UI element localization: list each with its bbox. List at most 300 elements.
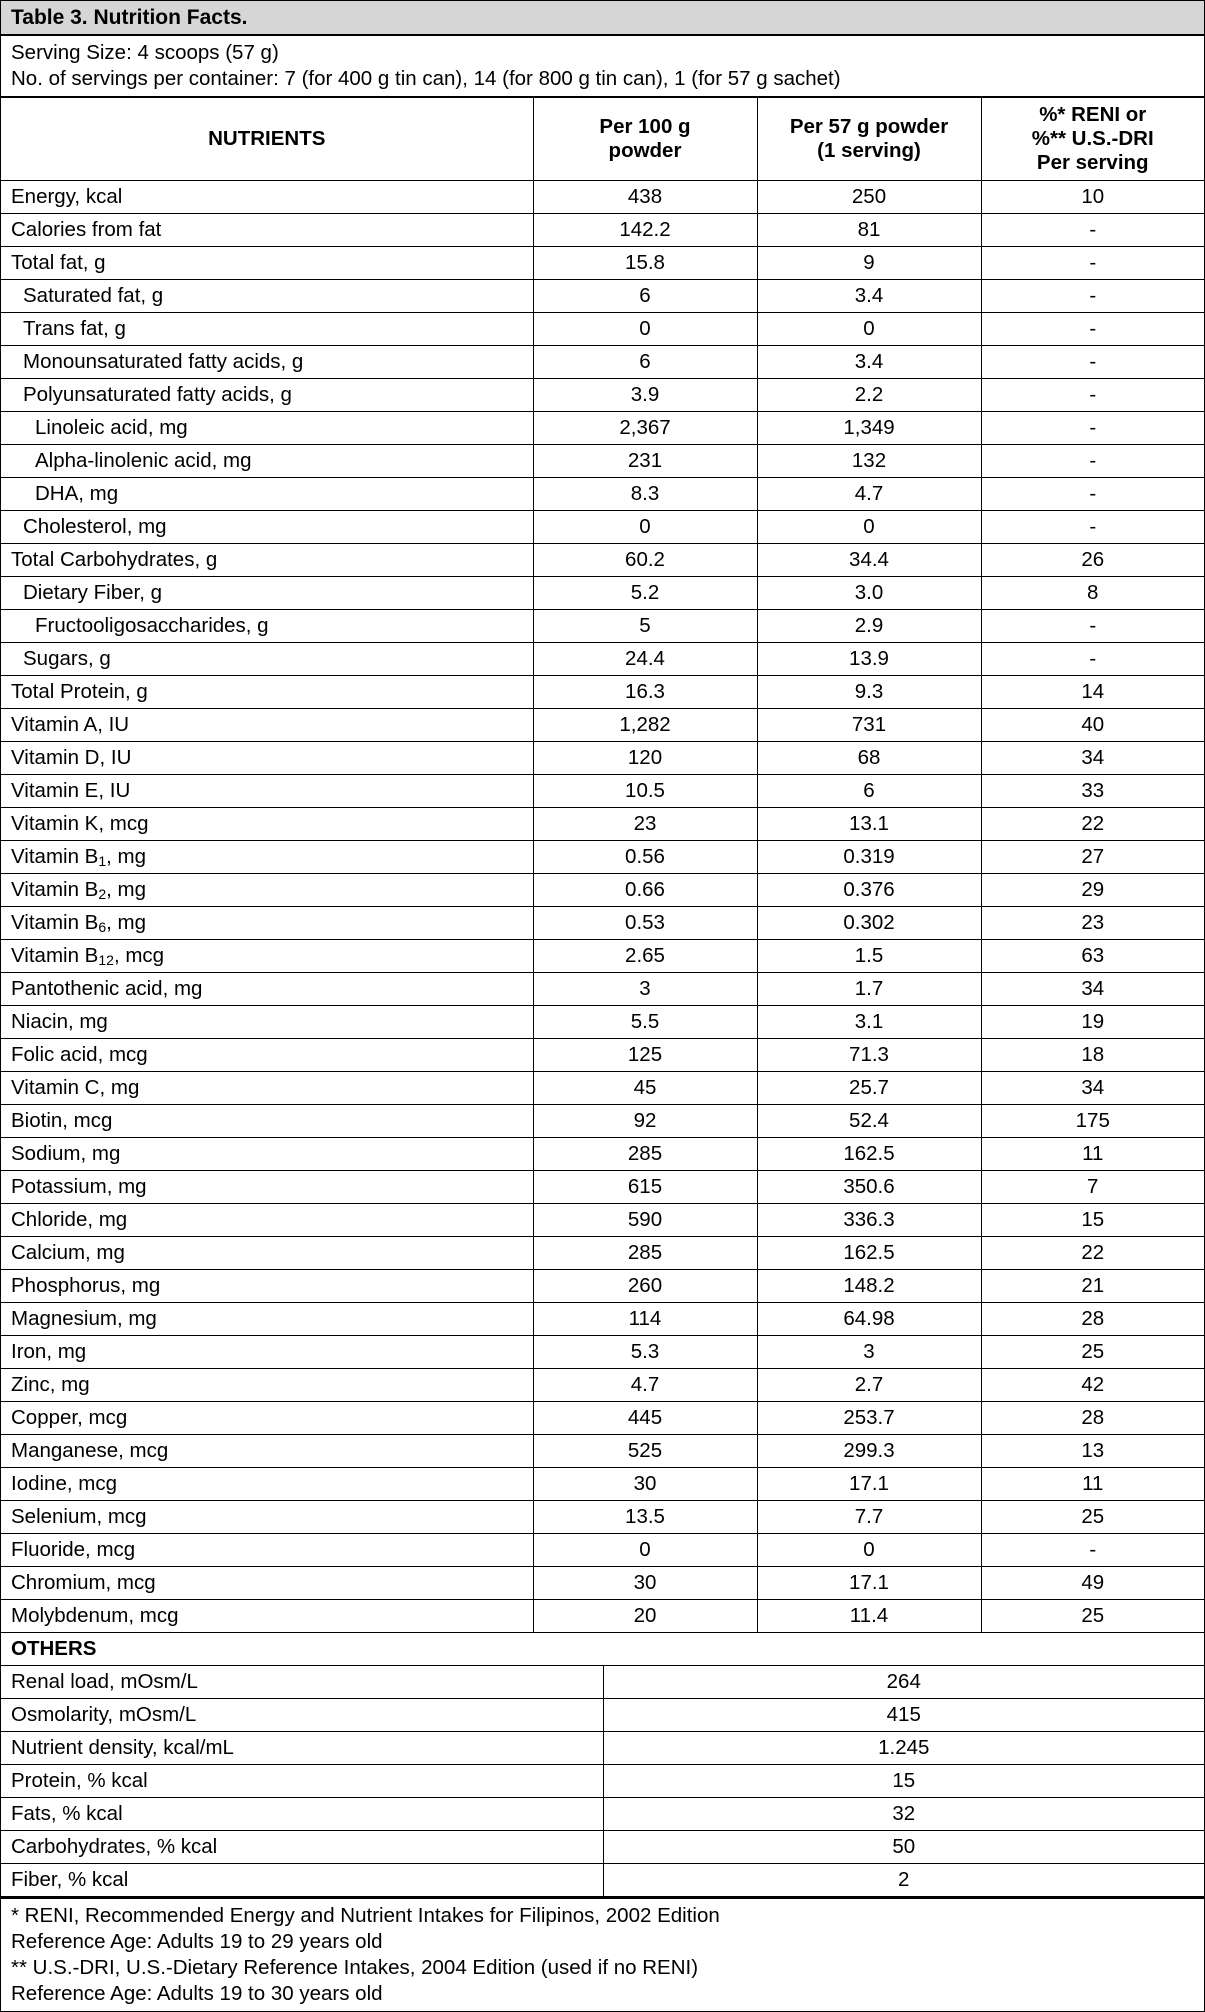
value-reni-pct: - <box>981 379 1204 412</box>
value-per-100g: 285 <box>533 1138 757 1171</box>
value-reni-pct: 26 <box>981 544 1204 577</box>
serving-size: Serving Size: 4 scoops (57 g) <box>11 41 279 64</box>
nutrient-name <box>1 775 533 808</box>
nutrients-table <box>1 98 1204 1633</box>
value-per-57g: 4.7 <box>757 478 981 511</box>
value-per-57g: 253.7 <box>757 1402 981 1435</box>
nutrient-rows <box>1 181 1204 1633</box>
value-per-100g: 0 <box>533 313 757 346</box>
value-reni-pct: 175 <box>981 1105 1204 1138</box>
value-per-100g: 30 <box>533 1567 757 1600</box>
others-value: 32 <box>603 1798 1204 1831</box>
nutrient-label: Folic acid, mcg <box>11 1043 148 1066</box>
value-reni-pct: 25 <box>981 1501 1204 1534</box>
header-per-100g <box>533 98 757 181</box>
table-row <box>1 1072 1204 1105</box>
nutrient-name <box>1 1039 533 1072</box>
table-row <box>1 247 1204 280</box>
table-row <box>1 313 1204 346</box>
value-per-57g: 9 <box>757 247 981 280</box>
nutrient-subscript: 6 <box>98 919 107 935</box>
others-row <box>1 1699 1204 1732</box>
nutrient-label: Alpha-linolenic acid, mg <box>35 449 252 472</box>
value-reni-pct: - <box>981 478 1204 511</box>
table-row <box>1 544 1204 577</box>
table-row <box>1 907 1204 940</box>
table-row <box>1 742 1204 775</box>
value-per-57g: 81 <box>757 214 981 247</box>
table-row <box>1 874 1204 907</box>
table-row <box>1 1105 1204 1138</box>
nutrient-name <box>1 1336 533 1369</box>
nutrient-name <box>1 247 533 280</box>
value-per-57g: 71.3 <box>757 1039 981 1072</box>
nutrient-name <box>1 1270 533 1303</box>
nutrient-label: Selenium, mcg <box>11 1505 147 1528</box>
others-name: Carbohydrates, % kcal <box>1 1831 603 1864</box>
value-per-57g: 299.3 <box>757 1435 981 1468</box>
nutrient-label: Calories from fat <box>11 218 162 241</box>
value-reni-pct: 7 <box>981 1171 1204 1204</box>
value-per-57g: 17.1 <box>757 1468 981 1501</box>
table-row <box>1 280 1204 313</box>
nutrient-name <box>1 874 533 907</box>
value-per-100g: 20 <box>533 1600 757 1633</box>
value-per-100g: 0.56 <box>533 841 757 874</box>
nutrient-label: Sodium, mg <box>11 1142 121 1165</box>
nutrient-name <box>1 1435 533 1468</box>
value-per-100g: 525 <box>533 1435 757 1468</box>
nutrient-label: Polyunsaturated fatty acids, g <box>23 383 292 406</box>
value-reni-pct: 15 <box>981 1204 1204 1237</box>
table-row <box>1 181 1204 214</box>
table-row <box>1 1534 1204 1567</box>
value-per-57g: 17.1 <box>757 1567 981 1600</box>
nutrient-label: Total Protein, g <box>11 680 148 703</box>
value-reni-pct: 29 <box>981 874 1204 907</box>
value-per-100g: 231 <box>533 445 757 478</box>
value-reni-pct: - <box>981 643 1204 676</box>
table-row <box>1 775 1204 808</box>
others-row <box>1 1732 1204 1765</box>
nutrient-name <box>1 1237 533 1270</box>
nutrient-name <box>1 643 533 676</box>
header-nutrients: NUTRIENTS <box>1 98 533 181</box>
value-per-100g: 285 <box>533 1237 757 1270</box>
value-per-100g: 0 <box>533 511 757 544</box>
table-row <box>1 1600 1204 1633</box>
nutrient-label: Vitamin B <box>11 944 99 967</box>
value-reni-pct: 11 <box>981 1138 1204 1171</box>
value-per-100g: 4.7 <box>533 1369 757 1402</box>
value-per-100g: 260 <box>533 1270 757 1303</box>
others-row <box>1 1864 1204 1897</box>
value-reni-pct: 25 <box>981 1336 1204 1369</box>
nutrient-label: Vitamin K, mcg <box>11 812 149 835</box>
nutrient-name <box>1 610 533 643</box>
value-per-57g: 3.0 <box>757 577 981 610</box>
value-per-57g: 0 <box>757 511 981 544</box>
nutrient-label: Fluoride, mcg <box>11 1538 136 1561</box>
value-per-100g: 13.5 <box>533 1501 757 1534</box>
nutrient-label: Sugars, g <box>23 647 111 670</box>
value-per-57g: 731 <box>757 709 981 742</box>
value-reni-pct: 14 <box>981 676 1204 709</box>
table-row <box>1 676 1204 709</box>
table-row <box>1 1204 1204 1237</box>
nutrient-label: Vitamin B <box>11 911 99 934</box>
nutrient-name <box>1 1567 533 1600</box>
value-reni-pct: 21 <box>981 1270 1204 1303</box>
nutrient-name <box>1 1105 533 1138</box>
serving-info <box>1 36 1204 98</box>
others-value: 1.245 <box>603 1732 1204 1765</box>
nutrient-label: Vitamin B <box>11 845 99 868</box>
value-reni-pct: 19 <box>981 1006 1204 1039</box>
value-per-57g: 336.3 <box>757 1204 981 1237</box>
table-row <box>1 1006 1204 1039</box>
nutrient-label: Linoleic acid, mg <box>35 416 188 439</box>
table-row <box>1 1336 1204 1369</box>
value-reni-pct: 8 <box>981 577 1204 610</box>
value-reni-pct: - <box>981 412 1204 445</box>
nutrient-unit: , mcg <box>113 944 165 967</box>
nutrient-label: Iron, mg <box>11 1340 87 1363</box>
nutrient-label: Vitamin E, IU <box>11 779 131 802</box>
others-name: Osmolarity, mOsm/L <box>1 1699 603 1732</box>
header-line: Per 100 g <box>599 115 691 138</box>
nutrient-name <box>1 1501 533 1534</box>
value-per-100g: 10.5 <box>533 775 757 808</box>
others-row <box>1 1666 1204 1699</box>
nutrient-label: Total fat, g <box>11 251 106 274</box>
table-row <box>1 511 1204 544</box>
nutrient-label: Total Carbohydrates, g <box>11 548 218 571</box>
value-reni-pct: 22 <box>981 1237 1204 1270</box>
value-per-57g: 162.5 <box>757 1237 981 1270</box>
others-value: 15 <box>603 1765 1204 1798</box>
nutrient-label: Pantothenic acid, mg <box>11 977 203 1000</box>
value-reni-pct: 25 <box>981 1600 1204 1633</box>
value-per-57g: 9.3 <box>757 676 981 709</box>
nutrient-name <box>1 1171 533 1204</box>
value-per-57g: 13.9 <box>757 643 981 676</box>
others-heading-row <box>1 1633 1204 1666</box>
nutrient-name <box>1 1468 533 1501</box>
nutrient-name <box>1 346 533 379</box>
nutrient-name <box>1 445 533 478</box>
servings-per-container: No. of servings per container: 7 (for 400 g tin can), 14 (for 800 g tin can), 1 (for 57 g sachet) <box>11 67 841 90</box>
nutrient-unit: , mg <box>106 845 147 868</box>
header-line: powder <box>608 139 682 162</box>
others-name: Fats, % kcal <box>1 1798 603 1831</box>
nutrient-label: Iodine, mcg <box>11 1472 117 1495</box>
value-per-57g: 3.4 <box>757 346 981 379</box>
nutrient-label: Chloride, mg <box>11 1208 128 1231</box>
value-per-100g: 16.3 <box>533 676 757 709</box>
nutrient-name <box>1 1204 533 1237</box>
value-per-57g: 250 <box>757 181 981 214</box>
value-per-100g: 92 <box>533 1105 757 1138</box>
table-row <box>1 478 1204 511</box>
nutrient-name <box>1 1534 533 1567</box>
nutrient-name <box>1 1006 533 1039</box>
table-row <box>1 445 1204 478</box>
value-per-100g: 3 <box>533 973 757 1006</box>
header-line: %* RENI or <box>1039 103 1147 126</box>
others-heading: OTHERS <box>1 1633 1204 1666</box>
nutrient-name <box>1 907 533 940</box>
value-per-100g: 120 <box>533 742 757 775</box>
others-value: 264 <box>603 1666 1204 1699</box>
others-rows <box>1 1633 1204 1897</box>
nutrient-name <box>1 478 533 511</box>
nutrient-name <box>1 1138 533 1171</box>
value-per-57g: 68 <box>757 742 981 775</box>
table-row <box>1 610 1204 643</box>
value-reni-pct: - <box>981 247 1204 280</box>
value-reni-pct: 28 <box>981 1402 1204 1435</box>
nutrient-label: Saturated fat, g <box>23 284 164 307</box>
table-row <box>1 1039 1204 1072</box>
value-per-100g: 0 <box>533 1534 757 1567</box>
nutrient-name <box>1 841 533 874</box>
nutrient-name <box>1 676 533 709</box>
table-row <box>1 1171 1204 1204</box>
value-reni-pct: - <box>981 280 1204 313</box>
nutrient-label: Molybdenum, mcg <box>11 1604 179 1627</box>
value-reni-pct: - <box>981 313 1204 346</box>
nutrient-label: Niacin, mg <box>11 1010 108 1033</box>
value-per-100g: 142.2 <box>533 214 757 247</box>
others-name: Nutrient density, kcal/mL <box>1 1732 603 1765</box>
nutrient-subscript: 1 <box>98 853 107 869</box>
table-row <box>1 1468 1204 1501</box>
value-per-100g: 5 <box>533 610 757 643</box>
header-line: (1 serving) <box>817 139 921 162</box>
value-per-100g: 5.3 <box>533 1336 757 1369</box>
others-value: 415 <box>603 1699 1204 1732</box>
value-reni-pct: - <box>981 1534 1204 1567</box>
nutrient-label: Zinc, mg <box>11 1373 90 1396</box>
value-per-57g: 148.2 <box>757 1270 981 1303</box>
value-reni-pct: 23 <box>981 907 1204 940</box>
nutrient-unit: , mg <box>106 878 147 901</box>
value-reni-pct: 34 <box>981 1072 1204 1105</box>
value-per-57g: 132 <box>757 445 981 478</box>
nutrient-label: Dietary Fiber, g <box>23 581 162 604</box>
nutrient-label: Vitamin D, IU <box>11 746 132 769</box>
others-row <box>1 1798 1204 1831</box>
table-row <box>1 841 1204 874</box>
nutrient-name <box>1 1072 533 1105</box>
nutrient-label: Biotin, mcg <box>11 1109 113 1132</box>
nutrient-name <box>1 412 533 445</box>
footnote: * RENI, Recommended Energy and Nutrient Intakes for Filipinos, 2002 Edition <box>11 1904 720 1927</box>
nutrient-label: Vitamin A, IU <box>11 713 130 736</box>
value-per-100g: 6 <box>533 280 757 313</box>
table-row <box>1 1369 1204 1402</box>
value-per-100g: 5.2 <box>533 577 757 610</box>
nutrient-name <box>1 313 533 346</box>
table-row <box>1 709 1204 742</box>
nutrient-name <box>1 808 533 841</box>
value-per-100g: 590 <box>533 1204 757 1237</box>
value-reni-pct: 49 <box>981 1567 1204 1600</box>
nutrient-subscript: 2 <box>98 886 107 902</box>
value-per-100g: 24.4 <box>533 643 757 676</box>
table-row <box>1 973 1204 1006</box>
value-per-57g: 7.7 <box>757 1501 981 1534</box>
others-name: Renal load, mOsm/L <box>1 1666 603 1699</box>
others-row <box>1 1831 1204 1864</box>
nutrient-name <box>1 1600 533 1633</box>
value-per-100g: 60.2 <box>533 544 757 577</box>
others-row <box>1 1765 1204 1798</box>
value-per-57g: 3 <box>757 1336 981 1369</box>
nutrient-name <box>1 379 533 412</box>
value-reni-pct: - <box>981 445 1204 478</box>
value-per-57g: 0 <box>757 1534 981 1567</box>
value-per-57g: 6 <box>757 775 981 808</box>
nutrient-name <box>1 973 533 1006</box>
value-per-100g: 5.5 <box>533 1006 757 1039</box>
nutrient-label: Magnesium, mg <box>11 1307 157 1330</box>
nutrient-subscript: 12 <box>98 952 114 968</box>
value-per-57g: 1,349 <box>757 412 981 445</box>
value-per-100g: 125 <box>533 1039 757 1072</box>
value-reni-pct: 28 <box>981 1303 1204 1336</box>
nutrient-name <box>1 280 533 313</box>
value-reni-pct: 34 <box>981 742 1204 775</box>
nutrient-label: Phosphorus, mg <box>11 1274 161 1297</box>
footnotes <box>1 1897 1204 2011</box>
value-per-100g: 0.66 <box>533 874 757 907</box>
nutrient-label: Calcium, mg <box>11 1241 125 1264</box>
value-reni-pct: - <box>981 214 1204 247</box>
value-per-57g: 52.4 <box>757 1105 981 1138</box>
table-row <box>1 940 1204 973</box>
value-per-100g: 2.65 <box>533 940 757 973</box>
others-value: 50 <box>603 1831 1204 1864</box>
table-row <box>1 1435 1204 1468</box>
table-row <box>1 643 1204 676</box>
others-value: 2 <box>603 1864 1204 1897</box>
nutrient-name <box>1 511 533 544</box>
value-reni-pct: 34 <box>981 973 1204 1006</box>
header-per-57g <box>757 98 981 181</box>
others-table <box>1 1633 1204 1897</box>
others-name: Fiber, % kcal <box>1 1864 603 1897</box>
nutrient-label: Copper, mcg <box>11 1406 128 1429</box>
value-per-57g: 1.7 <box>757 973 981 1006</box>
value-per-57g: 2.9 <box>757 610 981 643</box>
table-row <box>1 808 1204 841</box>
table-row <box>1 1303 1204 1336</box>
footnote: ** U.S.-DRI, U.S.-Dietary Reference Intakes, 2004 Edition (used if no RENI) <box>11 1956 699 1979</box>
value-per-57g: 2.2 <box>757 379 981 412</box>
table-row <box>1 346 1204 379</box>
nutrient-name <box>1 940 533 973</box>
nutrient-label: Cholesterol, mg <box>23 515 167 538</box>
others-name: Protein, % kcal <box>1 1765 603 1798</box>
value-reni-pct: 27 <box>981 841 1204 874</box>
value-reni-pct: 18 <box>981 1039 1204 1072</box>
value-per-100g: 1,282 <box>533 709 757 742</box>
value-per-57g: 2.7 <box>757 1369 981 1402</box>
value-per-100g: 438 <box>533 181 757 214</box>
table-row <box>1 214 1204 247</box>
header-line: Per serving <box>1036 151 1149 174</box>
table-title: Table 3. Nutrition Facts. <box>1 1 1204 36</box>
nutrient-label: Energy, kcal <box>11 185 123 208</box>
value-per-100g: 114 <box>533 1303 757 1336</box>
value-per-57g: 0.319 <box>757 841 981 874</box>
nutrient-unit: , mg <box>106 911 147 934</box>
value-reni-pct: - <box>981 346 1204 379</box>
value-per-100g: 30 <box>533 1468 757 1501</box>
table-row <box>1 577 1204 610</box>
value-per-100g: 2,367 <box>533 412 757 445</box>
nutrient-name <box>1 544 533 577</box>
nutrient-label: Vitamin C, mg <box>11 1076 140 1099</box>
value-reni-pct: - <box>981 511 1204 544</box>
value-reni-pct: 13 <box>981 1435 1204 1468</box>
value-per-57g: 34.4 <box>757 544 981 577</box>
nutrient-label: Trans fat, g <box>23 317 126 340</box>
value-per-57g: 162.5 <box>757 1138 981 1171</box>
nutrient-name <box>1 1303 533 1336</box>
table-row <box>1 1402 1204 1435</box>
value-per-57g: 25.7 <box>757 1072 981 1105</box>
value-per-57g: 11.4 <box>757 1600 981 1633</box>
nutrient-name <box>1 1402 533 1435</box>
nutrient-label: Chromium, mcg <box>11 1571 156 1594</box>
header-line: Per 57 g powder <box>789 115 949 138</box>
table-row <box>1 1501 1204 1534</box>
table-row <box>1 1138 1204 1171</box>
table-row <box>1 1567 1204 1600</box>
nutrient-label: Potassium, mg <box>11 1175 147 1198</box>
footnote: Reference Age: Adults 19 to 29 years old <box>11 1930 383 1953</box>
table-row <box>1 1237 1204 1270</box>
value-per-57g: 350.6 <box>757 1171 981 1204</box>
table-row <box>1 412 1204 445</box>
value-reni-pct: 22 <box>981 808 1204 841</box>
header-reni <box>981 98 1204 181</box>
value-per-57g: 1.5 <box>757 940 981 973</box>
value-per-57g: 3.4 <box>757 280 981 313</box>
nutrient-label: Vitamin B <box>11 878 99 901</box>
value-per-57g: 0 <box>757 313 981 346</box>
value-reni-pct: 42 <box>981 1369 1204 1402</box>
value-reni-pct: 10 <box>981 181 1204 214</box>
nutrient-label: Manganese, mcg <box>11 1439 169 1462</box>
nutrient-name <box>1 709 533 742</box>
nutrient-label: DHA, mg <box>35 482 119 505</box>
value-per-100g: 15.8 <box>533 247 757 280</box>
table-row <box>1 379 1204 412</box>
nutrient-name <box>1 742 533 775</box>
value-per-57g: 3.1 <box>757 1006 981 1039</box>
value-per-100g: 6 <box>533 346 757 379</box>
nutrient-label: Fructooligosaccharides, g <box>35 614 269 637</box>
value-per-100g: 615 <box>533 1171 757 1204</box>
value-reni-pct: - <box>981 610 1204 643</box>
value-per-57g: 0.376 <box>757 874 981 907</box>
table-row <box>1 1270 1204 1303</box>
value-per-57g: 13.1 <box>757 808 981 841</box>
